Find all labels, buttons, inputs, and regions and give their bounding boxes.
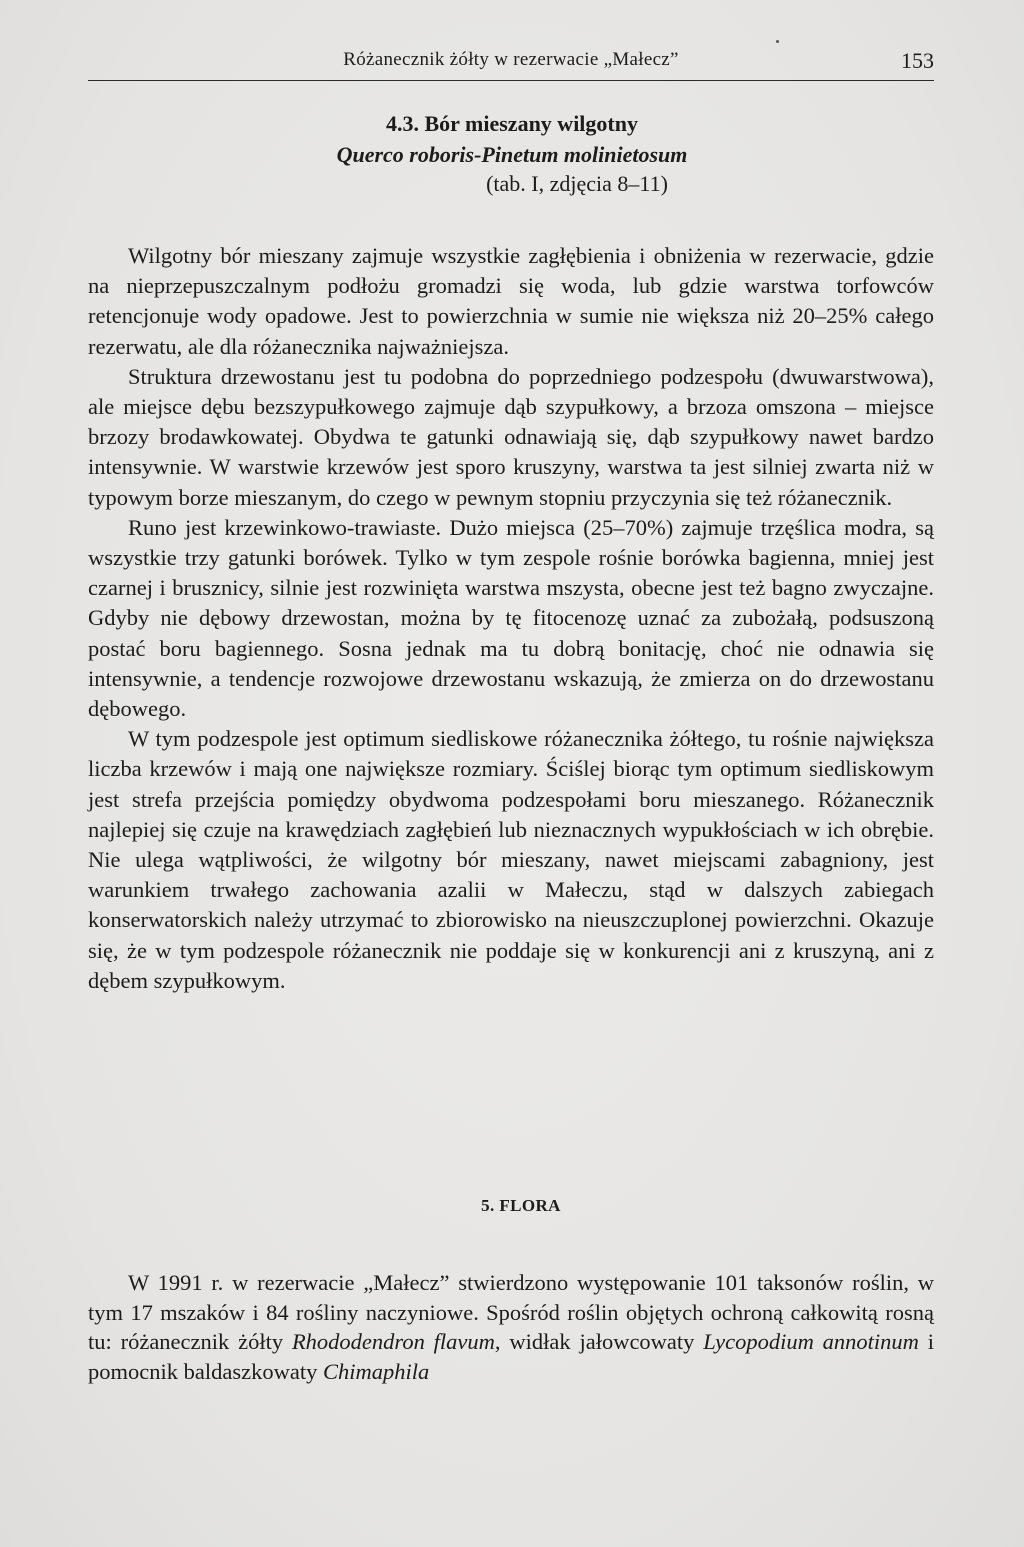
paragraph-3: Runo jest krzewinkowo-trawiaste. Dużo miejsca (25–70%) zajmuje trzęślica modra, są wszystkie trzy gatunki borówek. Tylko w tym zespole rośnie borówka bagienna, mniej jest czarnej i brusznicy, silnie jest rozwinięta warstwa mszysta, obecne jest też bagno zwyczajne. Gdyby nie dębowy drzewostan, można by tę fitocenozę uznać za zubożałą, podsuszoną postać boru bagiennego. Sosna jednak ma tu dobrą bonitację, choć nie odnawia się intensywnie, a tendencje rozwojowe drzewostanu wskazują, że zmierza on do drzewostanu dębowego. <box>88 514 934 722</box>
flora-text-1: W 1991 r. w rezerwacie „Małecz” stwierdzono występowanie 101 taksonów roślin, w tym 17 mszaków i 84 rośliny naczyniowe. Spośród roślin objętych ochroną całkowitą rosną tu: różanecznik żółty <box>88 1270 934 1355</box>
section-latin-name: Querco roboris-Pinetum molinietosum <box>336 142 688 167</box>
flora-body <box>88 1268 934 1386</box>
species-name: Rhododendron flavum <box>291 1329 495 1355</box>
species-name: Lycopodium annotinum <box>703 1329 919 1355</box>
paragraph-1: Wilgotny bór mieszany zajmuje wszystkie zagłębienia i obniżenia w rezerwacie, gdzie na nieprzepuszczalnym podłożu gromadzi się woda, lub gdzie warstwa torfowców retencjonuje wody opadowe. Jest to powierzchnia w sumie nie większa niż 20–25% całego rezerwatu, ale dla różanecznika najważniejsza. <box>88 243 934 359</box>
flora-text-2: , widłak jałowcowaty <box>494 1329 695 1355</box>
paragraph-4: W tym podzespole jest optimum siedliskowe różanecznika żółtego, tu rośnie największa liczba krzewów i mają one największe rozmiary. Ściślej biorąc tym optimum siedliskowym jest strefa przejścia pomiędzy obydwoma podzespołami boru mieszanego. Różanecznik najlepiej się czuje na krawędziach zagłębień lub nieznacznych wypukłościach w ich obrębie. Nie ulega wątpliwości, że wilgotny bór mieszany, nawet miejscami zabagniony, jest warunkiem trwałego zachowania azalii w Małeczu, stąd w dalszych zabiegach konserwatorskich należy utrzymać to zbiorowisko na nieuszczuplonej powierzchni. Okazuje się, że w tym podzespole różanecznik nie poddaje się w konkurencji ani z kruszyną, ani z dębem szypułkowym. <box>88 726 934 993</box>
section-title: 4.3. Bór mieszany wilgotny <box>386 111 638 136</box>
paper-speck <box>776 40 779 43</box>
paragraph-2: Struktura drzewostanu jest tu podobna do poprzedniego podzespołu (dwuwarstwowa), ale miejsce dębu bezszypułkowego zajmuje dąb szypułkowy, a brzoza omszona – miejsce brzozy brodawkowatej. Obydwa te gatunki odnawiają się, dąb szypułkowy nawet bardzo intensywnie. W warstwie krzewów jest sporo kruszyny, warstwa ta jest silniej zwarta niż w typowym borze mieszanym, do czego w pewnym stopniu przyczynia się też różanecznik. <box>88 363 934 510</box>
page-header <box>88 46 934 81</box>
flora-text-3: i pomocnik baldaszkowaty <box>88 1329 935 1384</box>
flora-paragraph <box>88 1268 934 1386</box>
section-reference: (tab. I, zdjęcia 8–11) <box>486 171 668 196</box>
running-title: Różanecznik żółty w rezerwacie „Małecz” <box>343 49 679 70</box>
flora-heading: 5. FLORA <box>481 1196 561 1215</box>
species-name: Chimaphila <box>322 1358 430 1384</box>
section-body <box>88 241 934 996</box>
page-number: 153 <box>901 48 934 73</box>
